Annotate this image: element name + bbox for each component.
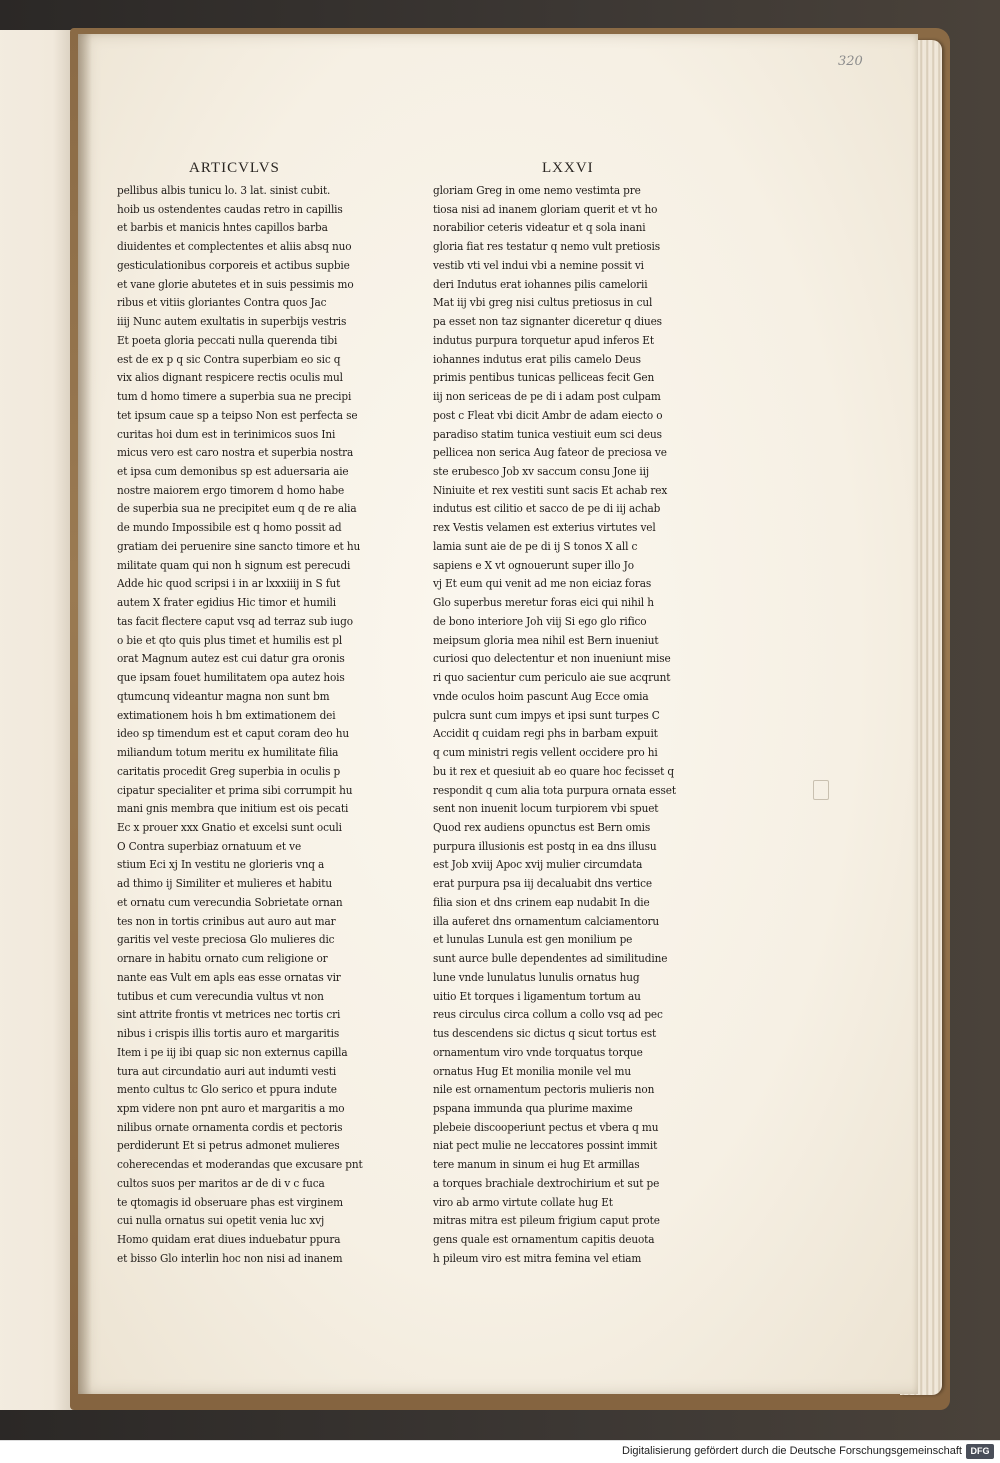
text-line: pulcra sunt cum impys et ipsi sunt turpes C <box>433 708 660 722</box>
facing-page-edge <box>0 30 80 1410</box>
text-line: sint attrite frontis vt metrices nec tortis cri <box>117 1008 341 1022</box>
text-line: mento cultus tc Glo serico et ppura indute <box>117 1083 337 1097</box>
folio-number: 320 <box>838 54 863 69</box>
text-line: plebeie discooperiunt pectus et vbera q mu <box>433 1120 659 1134</box>
text-line: Glo superbus meretur foras eici qui nihil h <box>433 596 654 610</box>
text-line: cipatur specialiter et prima sibi corrumpit hu <box>117 783 353 797</box>
text-column-left <box>117 182 389 1269</box>
text-line: nile est ornamentum pectoris mulieris non <box>433 1083 655 1097</box>
text-line: vj Et eum qui venit ad me non eiciaz foras <box>433 577 652 591</box>
text-line: iij non sericeas de pe di i adam post culpam <box>433 390 661 404</box>
text-line: nostre maiorem ergo timorem d homo habe <box>117 483 345 497</box>
running-header-right: LXXVI <box>542 160 594 176</box>
text-line: de superbia sua ne precipitet eum q de re alia <box>117 502 357 516</box>
text-line: vix alios dignant respicere rectis oculis mul <box>117 371 343 385</box>
dfg-logo: DFG <box>966 1444 994 1459</box>
text-line: stium Eci xj In vestitu ne glorieris vnq a <box>117 858 325 872</box>
text-line: O Contra superbiaz ornatuum et ve <box>117 839 302 853</box>
text-line: curiosi quo delectentur et non inueniunt mise <box>433 652 671 666</box>
text-line: tutibus et cum verecundia vultus vt non <box>117 989 324 1003</box>
text-line: de mundo Impossibile est q homo possit ad <box>117 521 342 535</box>
text-line: tes non in tortis crinibus aut auro aut mar <box>117 914 336 928</box>
text-line: tura aut circundatio auri aut indumti vesti <box>117 1064 337 1078</box>
text-line: de bono interiore Joh viij Si ego glo rifico <box>433 614 647 628</box>
text-line: ornatus Hug Et monilia monile vel mu <box>433 1064 631 1078</box>
text-line: coherecendas et moderandas que excusare pnt <box>117 1158 363 1172</box>
text-line: micus vero est caro nostra et superbia nostra <box>117 446 354 460</box>
text-line: tet ipsum caue sp a teipso Non est perfecta se <box>117 408 358 422</box>
text-line: nilibus ornate ornamenta cordis et pectoris <box>117 1120 343 1134</box>
text-line: niat pect mulie ne leccatores possint immit <box>433 1139 658 1153</box>
text-line: tas facit flectere caput vsq ad terraz sub iugo <box>117 614 353 628</box>
text-line: caritatis procedit Greg superbia in oculis p <box>117 764 341 778</box>
running-header-left: ARTICVLVS <box>189 160 280 176</box>
text-line: uitio Et torques i ligamentum tortum au <box>433 989 641 1003</box>
text-line: qtumcunq videantur magna non sunt bm <box>117 689 330 703</box>
text-line: tum d homo timere a superbia sua ne precipi <box>117 390 352 404</box>
text-line: ste erubesco Job xv saccum consu Jone iij <box>433 465 649 479</box>
text-line: tus descendens sic dictus q sicut tortus est <box>433 1027 657 1041</box>
text-line: ornare in habitu ornato cum religione or <box>117 952 328 966</box>
text-line: Ec x prouer xxx Gnatio et excelsi sunt oculi <box>117 820 342 834</box>
text-line: pellibus albis tunicu lo. 3 lat. sinist cubit. <box>117 184 331 197</box>
text-line: miliandum totum meritu ex humilitate filia <box>117 746 339 760</box>
text-line: pspana immunda qua plurime maxime <box>433 1101 633 1115</box>
text-line: mitras mitra est pileum frigium caput prote <box>433 1214 660 1228</box>
text-line: hoib us ostendentes caudas retro in capillis <box>117 202 343 216</box>
text-line: post c Fleat vbi dicit Ambr de adam eiecto o <box>433 408 663 422</box>
text-line: vnde oculos hoim pascunt Aug Ecce omia <box>433 689 649 703</box>
text-line: gloria fiat res testatur q nemo vult pretiosis <box>433 240 661 254</box>
text-line: Item i pe iij ibi quap sic non externus capilla <box>117 1045 348 1059</box>
text-line: et ipsa cum demonibus sp est aduersaria aie <box>117 465 349 479</box>
footer-bar <box>0 1440 1000 1463</box>
text-line: nibus i crispis illis tortis auro et margaritis <box>117 1027 340 1041</box>
text-line: o bie et qto quis plus timet et humilis est pl <box>117 633 343 647</box>
text-column-right <box>433 182 705 1269</box>
text-line: ad thimo ij Similiter et mulieres et habitu <box>117 877 332 891</box>
text-line: ideo sp timendum est et caput coram deo hu <box>117 727 349 741</box>
text-line: illa auferet dns ornamentum calciamentoru <box>433 914 660 928</box>
text-line: meipsum gloria mea nihil est Bern inueniut <box>433 633 659 647</box>
text-line: curitas hoi dum est in terinimicos suos Ini <box>117 427 336 441</box>
text-line: est de ex p q sic Contra superbiam eo sic q <box>117 352 341 366</box>
text-line: Homo quidam erat diues induebatur ppura <box>117 1233 341 1247</box>
text-line: paradiso statim tunica vestiuit eum sci deus <box>433 427 662 441</box>
text-line: ribus et vitiis gloriantes Contra quos Jac <box>117 296 327 310</box>
text-line: Niniuite et rex vestiti sunt sacis Et achab rex <box>433 483 668 497</box>
text-line: lune vnde lunulatus lunulis ornatus hug <box>433 970 640 984</box>
text-line: Quod rex audiens opunctus est Bern omis <box>433 820 651 834</box>
text-line: garitis vel veste preciosa Glo mulieres dic <box>117 933 335 947</box>
text-line: Accidit q cuidam regi phs in barbam expuit <box>433 727 658 741</box>
page-gutter-shadow <box>78 34 92 1394</box>
text-line: rex Vestis velamen est exterius virtutes vel <box>433 521 656 535</box>
text-line: deri Indutus erat iohannes pilis camelorii <box>433 277 648 291</box>
text-line: Et poeta gloria peccati nulla querenda tibi <box>117 333 338 347</box>
text-line: extimationem hois h bm extimationem dei <box>117 708 336 722</box>
text-line: tiosa nisi ad inanem gloriam querit et vt ho <box>433 202 658 216</box>
text-line: respondit q cum alia tota purpura ornata esset <box>433 783 676 797</box>
text-line: perdiderunt Et si petrus admonet mulieres <box>117 1139 340 1153</box>
text-line: h pileum viro est mitra femina vel etiam <box>433 1251 642 1265</box>
text-line: et bisso Glo interlin hoc non nisi ad inanem <box>117 1251 343 1265</box>
text-line: Adde hic quod scripsi i in ar lxxxiiij in S fut <box>117 577 341 591</box>
text-line: iiij Nunc autem exultatis in superbijs vestris <box>117 315 347 329</box>
text-line: Mat iij vbi greg nisi cultus pretiosus in cul <box>433 296 653 310</box>
text-line: primis pentibus tunicas pelliceas fecit Gen <box>433 371 655 385</box>
text-line: nante eas Vult em apls eas esse ornatas vir <box>117 970 341 984</box>
text-line: erat purpura psa iij decaluabit dns vertice <box>433 877 652 891</box>
text-line: pellicea non serica Aug fateor de preciosa ve <box>433 446 667 460</box>
text-line: et vane glorie abutetes et in suis pessimis mo <box>117 277 354 291</box>
text-line: gratiam dei peruenire sine sancto timore et hu <box>117 539 361 553</box>
text-line: sent non inuenit locum turpiorem vbi spuet <box>433 802 659 816</box>
text-line: gens quale est ornamentum capitis deuota <box>433 1233 655 1247</box>
text-line: ornamentum viro vnde torquatus torque <box>433 1045 643 1059</box>
text-line: xpm videre non pnt auro et margaritis a mo <box>117 1101 345 1115</box>
text-line: diuidentes et complectentes et aliis absq nuo <box>117 240 352 254</box>
text-line: ri quo sacientur cum periculo aie sue acqrunt <box>433 671 671 685</box>
text-line: indutus est cilitio et sacco de pe di iij achab <box>433 502 661 516</box>
text-line: cui nulla ornatus sui opetit venia luc xvj <box>117 1214 325 1228</box>
text-line: a torques brachiale dextrochirium et sut pe <box>433 1176 660 1190</box>
text-line: pa esset non taz signanter diceretur q diues <box>433 315 662 329</box>
text-line: orat Magnum autez est cui datur gra oronis <box>117 652 345 666</box>
text-line: indutus purpura torquetur apud inferos Et <box>433 333 654 347</box>
text-line: est Job xviij Apoc xvij mulier circumdata <box>433 858 643 872</box>
text-line: filia sion et dns crinem eap nudabit In die <box>433 895 650 909</box>
text-line: vestib vti vel indui vbi a nemine possit vi <box>433 258 644 272</box>
text-line: autem X frater egidius Hic timor et humili <box>117 596 336 610</box>
text-line: tere manum in sinum ei hug Et armillas <box>433 1158 640 1172</box>
text-line: lamia sunt aie de pe di ij S tonos X all c <box>433 539 638 553</box>
text-line: cultos suos per maritos ar de di v c fuca <box>117 1176 325 1190</box>
text-line: que ipsam fouet humilitatem opa autez hois <box>117 671 345 685</box>
text-line: purpura illusionis est postq in ea dns illusu <box>433 839 657 853</box>
text-line: bu it rex et quesiuit ab eo quare hoc fecisset q <box>433 764 675 778</box>
text-line: q cum ministri regis vellent occidere pro hi <box>433 746 658 760</box>
text-line: viro ab armo virtute collate hug Et <box>433 1195 613 1209</box>
text-line: militate quam qui non h signum est perecudi <box>117 558 351 572</box>
text-line: norabilior ceteris videatur et q sola inani <box>433 221 646 235</box>
text-line: et barbis et manicis hntes capillos barba <box>117 221 328 235</box>
text-line: iohannes indutus erat pilis camelo Deus <box>433 352 641 366</box>
text-line: et ornatu cum verecundia Sobrietate ornan <box>117 895 343 909</box>
text-line: reus circulus circa collum a collo vsq ad pec <box>433 1008 663 1022</box>
text-line: gesticulationibus corporeis et actibus supbie <box>117 258 350 272</box>
text-line: mani gnis membra que initium est ois pecati <box>117 802 349 816</box>
funding-credit: Digitalisierung gefördert durch die Deutsche Forschungsgemeinschaft <box>622 1445 962 1457</box>
text-line: sapiens e X vt ognouerunt super illo Jo <box>433 558 634 572</box>
text-line: et lunulas Lunula est gen monilium pe <box>433 933 633 947</box>
text-line: gloriam Greg in ome nemo vestimta pre <box>433 184 641 197</box>
page-marker <box>813 780 829 800</box>
text-line: sunt aurce bulle dependentes ad similitudine <box>433 952 668 966</box>
text-line: te qtomagis id obseruare phas est virginem <box>117 1195 343 1209</box>
